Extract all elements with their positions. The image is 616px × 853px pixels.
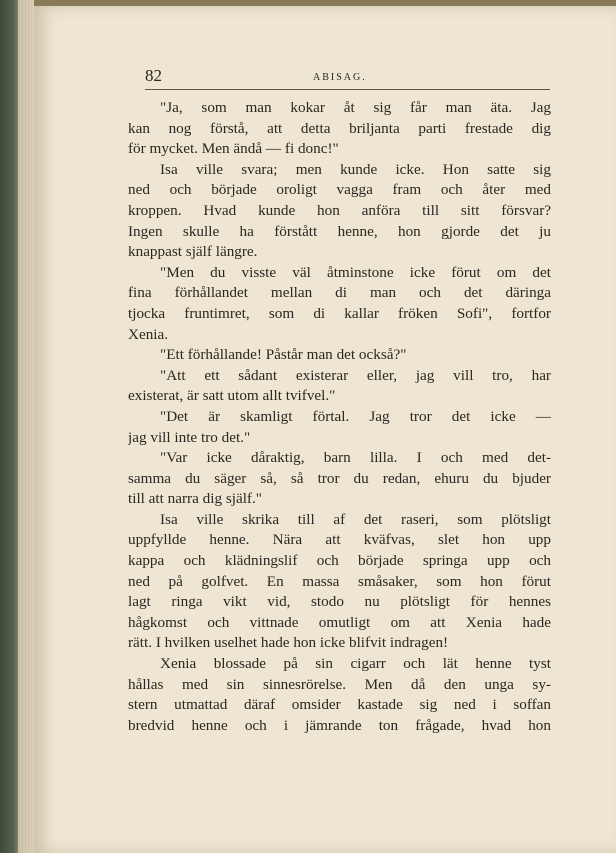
header-rule bbox=[145, 89, 550, 90]
text-line: kroppen. Hvad kunde hon anföra till sitt försvar? bbox=[128, 201, 551, 219]
text-line: för mycket. Men ändå — fi donc!" bbox=[128, 140, 339, 158]
text-line: fina förhållandet mellan di man och det däringa bbox=[128, 284, 551, 302]
text-line: Ingen skulle ha förstått henne, hon gjorde det ju bbox=[128, 222, 551, 240]
text-line: lagt ringa vikt vid, stodo nu plötsligt för hennes bbox=[128, 593, 551, 611]
text-line: "Att ett sådant existerar eller, jag vill tro, har bbox=[160, 366, 551, 384]
text-line: "Det är skamligt förtal. Jag tror det icke — bbox=[160, 407, 551, 425]
text-line: Xenia blossade på sin cigarr och lät henne tyst bbox=[160, 655, 551, 673]
text-line: "Var icke dåraktig, barn lilla. I och med det- bbox=[160, 449, 551, 467]
text-line: stern utmattad däraf omsider kastade sig ned i soffan bbox=[128, 696, 551, 714]
page-header bbox=[145, 66, 550, 88]
text-line: samma du säger så, så tror du redan, ehuru du bjuder bbox=[128, 469, 551, 487]
text-line: jag vill inte tro det." bbox=[128, 428, 251, 446]
text-line: bredvid henne och i jämrande ton frågade, hvad hon bbox=[128, 716, 551, 734]
running-title: ABISAG. bbox=[313, 72, 367, 83]
text-line: tjocka fruntimret, som di kallar fröken Sofi", fortfor bbox=[128, 304, 551, 322]
text-line: Isa ville svara; men kunde icke. Hon satte sig bbox=[160, 160, 551, 178]
text-line: Xenia. bbox=[128, 325, 169, 343]
text-line: knappast själf längre. bbox=[128, 243, 258, 261]
text-line: hållas med sin sinnesrörelse. Men då den unga sy- bbox=[128, 675, 551, 693]
text-line: "Ja, som man kokar åt sig får man äta. Jag bbox=[160, 99, 551, 116]
text-line: kan nog förstå, att detta briljanta parti frestade dig bbox=[128, 119, 551, 137]
text-line: rätt. I hvilken uselhet hade hon icke blifvit indragen! bbox=[128, 634, 449, 652]
page-number: 82 bbox=[145, 66, 162, 85]
text-line: till att narra dig själf." bbox=[128, 490, 262, 508]
body-text bbox=[128, 98, 551, 736]
text-line: Isa ville skrika till af det raseri, som plötsligt bbox=[160, 510, 551, 528]
text-line: "Ett förhållande! Påstår man det också?" bbox=[160, 346, 407, 364]
text-line: hågkomst och vittnade omutligt om att Xenia hade bbox=[128, 613, 551, 631]
text-line: existerat, är satt utom allt tvifvel." bbox=[128, 387, 336, 405]
page-edges bbox=[18, 0, 34, 853]
text-line: ned på golfvet. En massa småsaker, som hon förut bbox=[128, 572, 551, 590]
text-line: kappa och klädningslif och började springa upp och bbox=[128, 552, 551, 570]
text-line: ned och började oroligt vagga fram och åter med bbox=[128, 181, 551, 199]
text-line: uppfyllde henne. Nära att kväfvas, slet hon upp bbox=[128, 531, 551, 549]
text-line: "Men du visste väl åtminstone icke förut om det bbox=[160, 263, 551, 281]
